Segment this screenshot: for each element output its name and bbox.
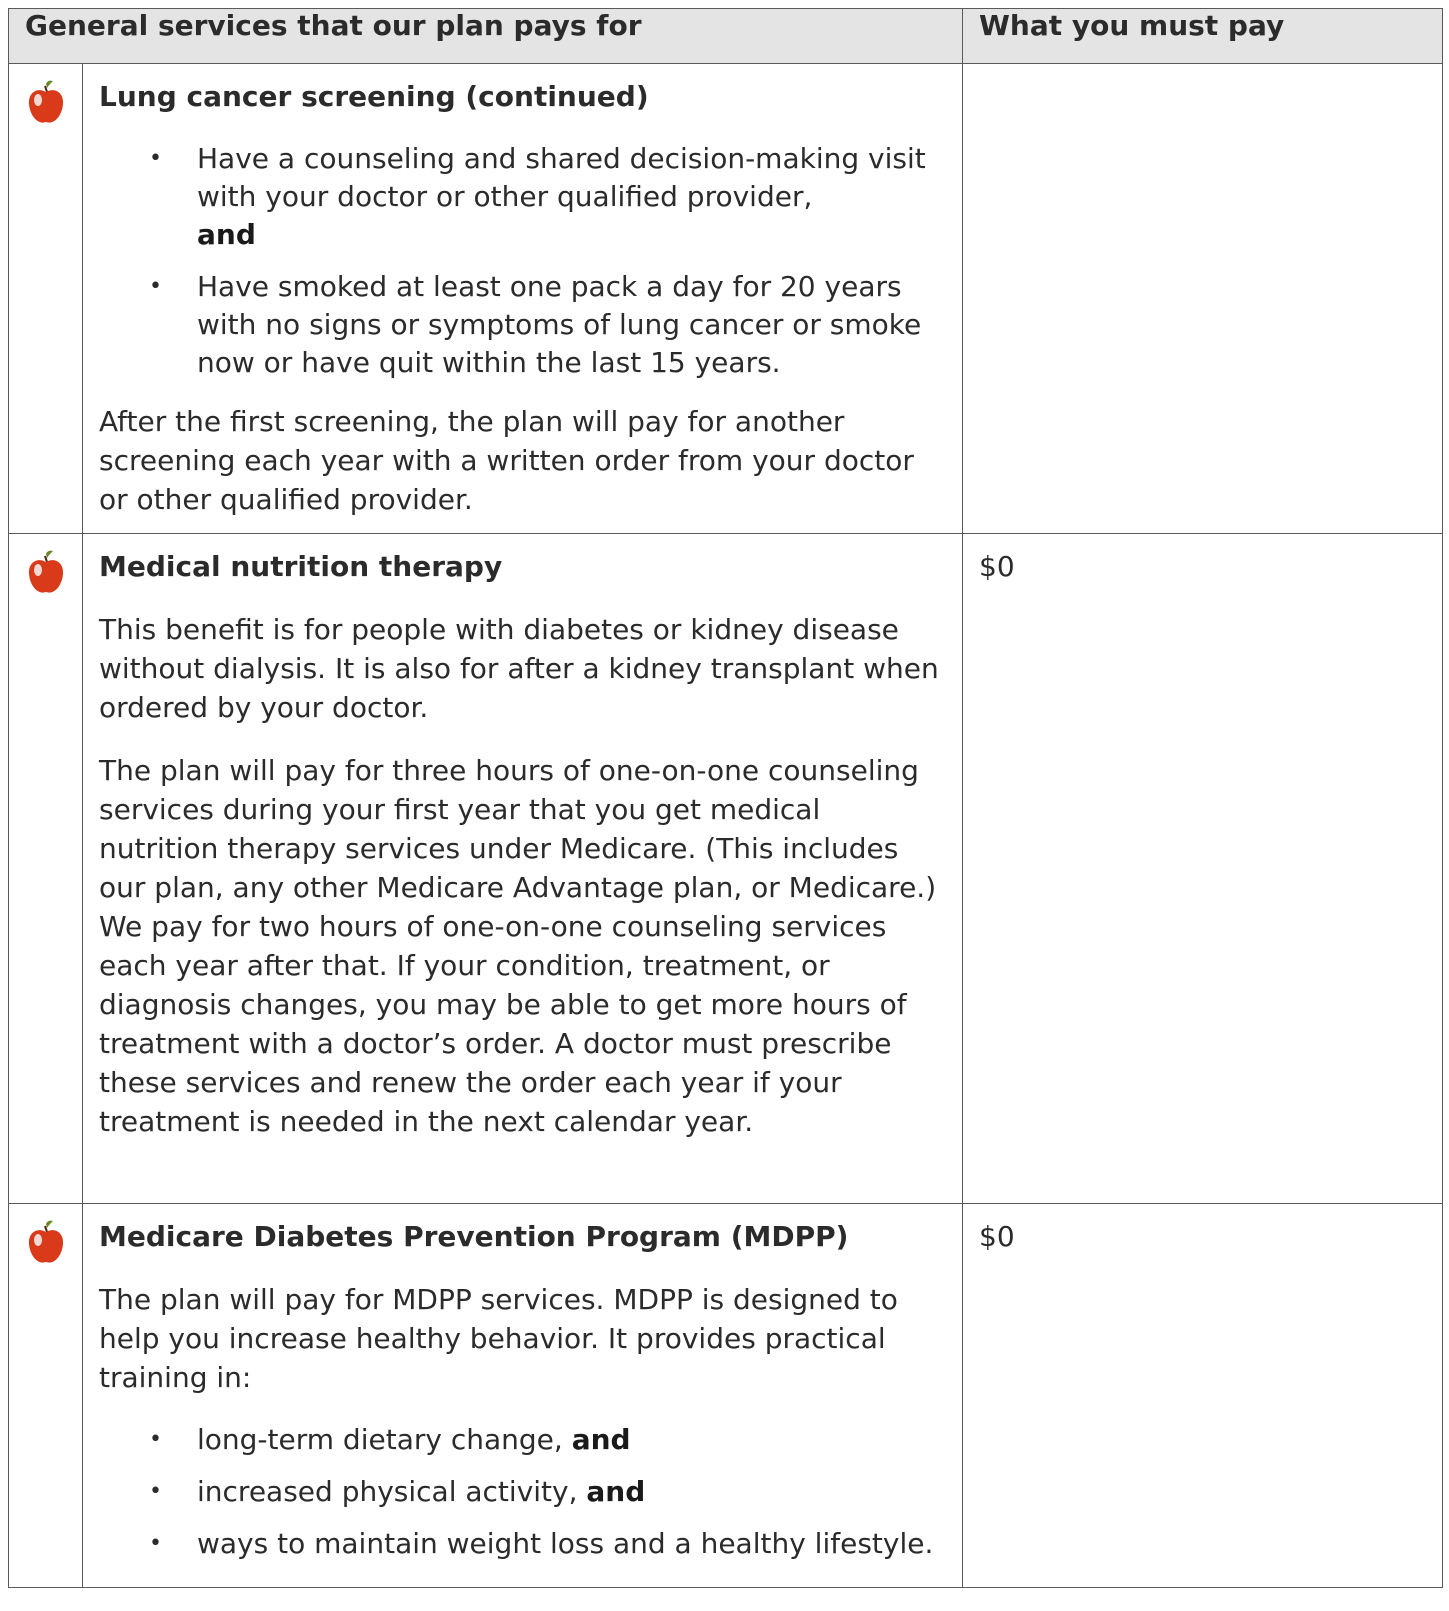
table-row [9,64,1443,534]
service-description [83,64,963,534]
paragraph: After the first screening, the plan will pay for another screening each year with a written order from your doctor or other qualified provider. [99,405,914,516]
pay-cell [963,64,1443,534]
service-title: Medical nutrition therapy [99,550,503,583]
benefits-table [8,8,1443,1588]
pay-cell: $0 [963,1204,1443,1588]
icon-cell [9,1204,83,1588]
paragraph: The plan will pay for MDPP services. MDPP is designed to help you increase healthy behavior. It provides practical training in: [99,1283,898,1394]
service-description [83,534,963,1204]
table-header-row [9,9,1443,64]
apple-icon [26,80,66,126]
header-services: General services that our plan pays for [9,9,963,64]
table-row [9,1204,1443,1588]
paragraph: This benefit is for people with diabetes or kidney disease without dialysis. It is also for after a kidney transplant when ordered by your doctor. [99,613,939,724]
service-title: Medicare Diabetes Prevention Program (MDPP) [99,1220,849,1253]
list-item: • increased physical activity, and [99,1473,948,1511]
list-item: • long-term dietary change, and [99,1421,948,1459]
list-item: • Have a counseling and shared decision-making visit with your doctor or other qualified provider, and [99,140,948,254]
table-row [9,534,1443,1204]
pay-cell: $0 [963,534,1443,1204]
list-item: • ways to maintain weight loss and a healthy lifestyle. [99,1525,948,1563]
service-description [83,1204,963,1588]
apple-icon [26,550,66,596]
icon-cell [9,64,83,534]
header-pay: What you must pay [963,9,1443,64]
apple-icon [26,1220,66,1266]
paragraph: The plan will pay for three hours of one-on-one counseling services during your first year that you get medical nutrition therapy services under Medicare. (This includes our plan, any other Medicare Advantage plan, or Medicare.) We pay for two hours of one-on-one counseling services each year after that. If your condition, treatment, or diagnosis changes, you may be able to get more hours of treatment with a doctor’s order. A doctor must prescribe these services and renew the order each year if your treatment is needed in the next calendar year. [99,754,937,1138]
list-item: • Have smoked at least one pack a day for 20 years with no signs or symptoms of lung cancer or smoke now or have quit within the last 15 years. [99,268,948,382]
icon-cell [9,534,83,1204]
service-title: Lung cancer screening (continued) [99,80,649,113]
bullet-list [99,140,948,382]
bullet-list [99,1421,948,1563]
